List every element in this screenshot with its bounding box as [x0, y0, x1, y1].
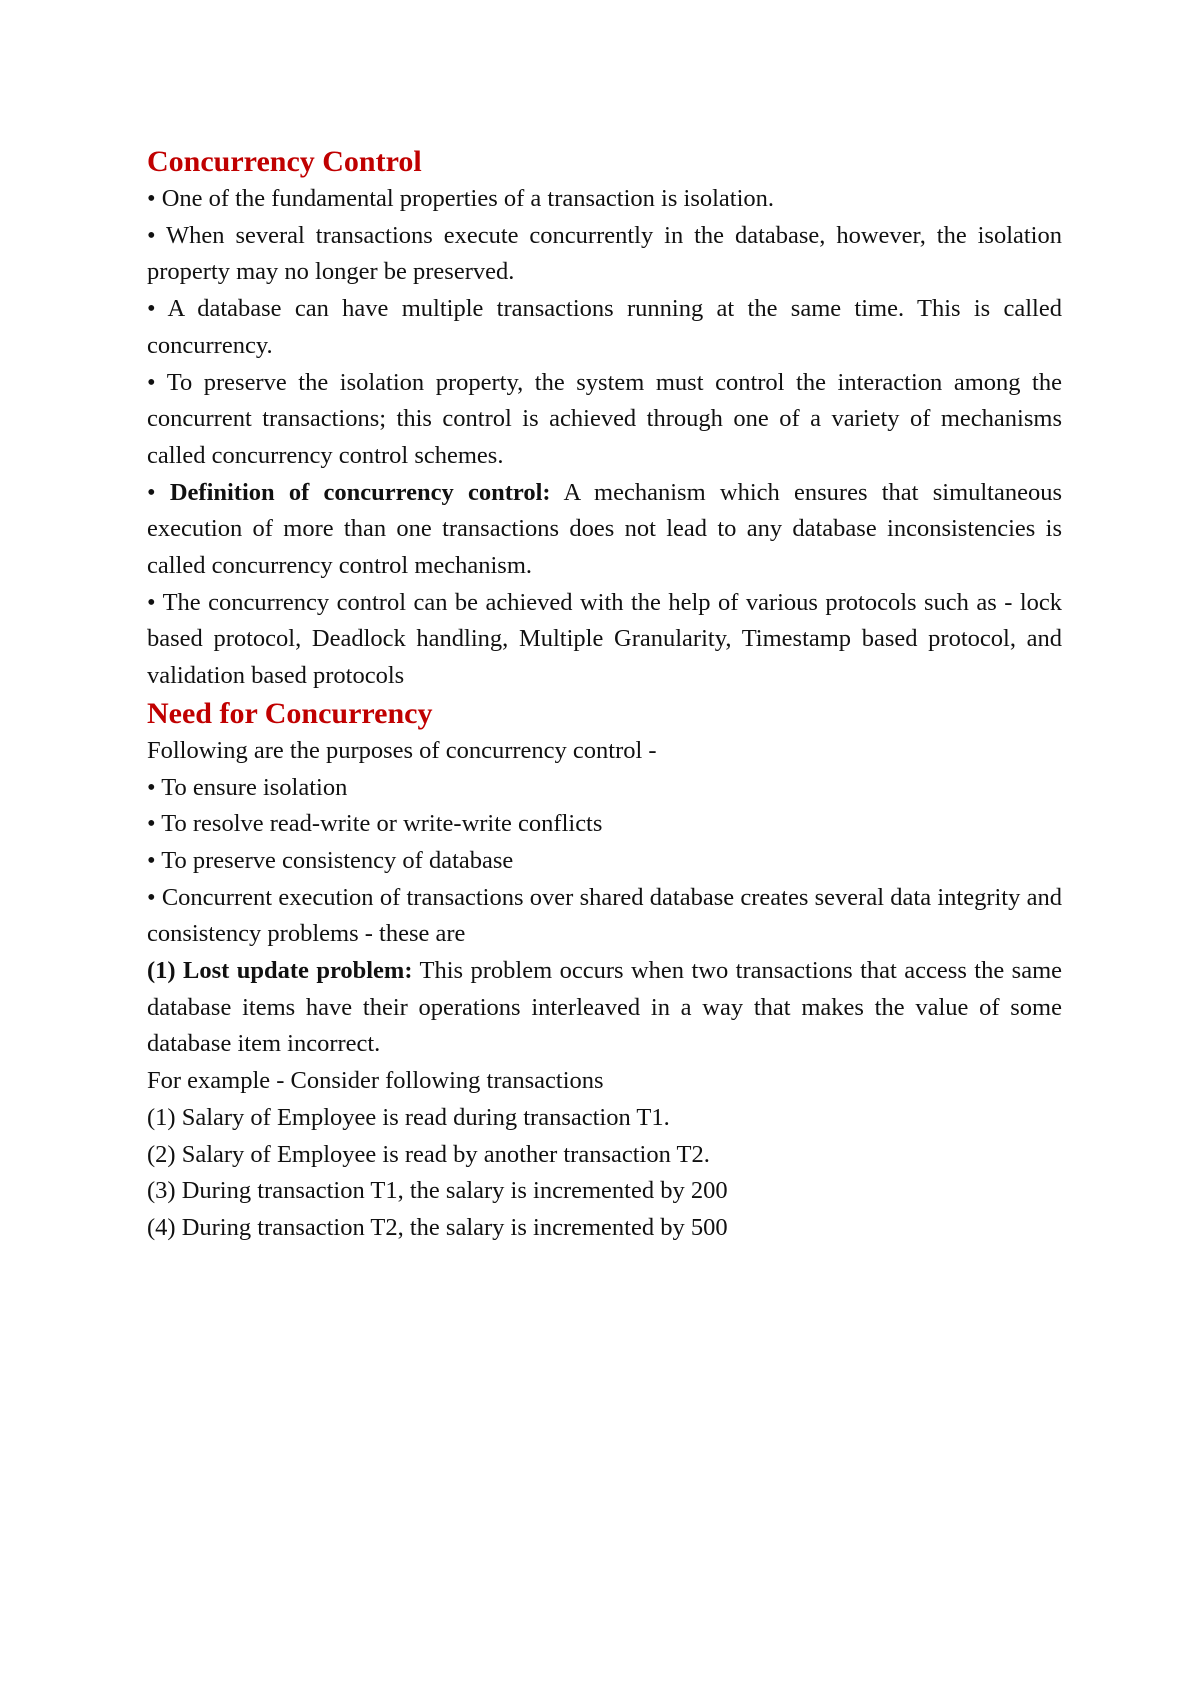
definition-text: A mechanism which ensures that simultaneous execution of more than one transactions does not lead to any database inconsistencies is called concurrency control mechanism. — [147, 478, 1063, 580]
section-title-concurrency-control: Concurrency Control — [147, 145, 422, 178]
lost-update-text: This problem occurs when two transactions that access the same database items have their operations interleaved in a way that makes the value of some database item incorrect. — [147, 957, 1062, 1058]
section-title-need-for-concurrency: Need for Concurrency — [147, 696, 433, 730]
purposes-intro: Following are the purposes of concurrency control - — [147, 736, 657, 764]
purpose-preserve-consistency: • To preserve consistency of database — [147, 846, 514, 874]
bullet-preserve-isolation: • To preserve the isolation property, the system must control the interaction among the concurrent transactions; this control is achieved through one of a variety of mechanisms called concurrency control schemes. — [147, 368, 1062, 469]
definition-term: Definition of concurrency control: — [169, 478, 551, 506]
bullet-isolation-property: • One of the fundamental properties of a transaction is isolation. — [147, 185, 775, 212]
bullet-protocols: • The concurrency control can be achieved with the help of various protocols such as - lock based protocol, Deadlock handling, Multiple Granularity, Timestamp based protocol, and validation based protocols — [147, 588, 1062, 690]
example-step-2: (2) Salary of Employee is read by another transaction T2. — [147, 1140, 710, 1168]
bullet-concurrent-execution: • When several transactions execute concurrently in the database, however, the isolation property may no longer be preserved. — [147, 221, 1062, 286]
document-page — [147, 143, 1062, 1247]
purpose-resolve-conflicts: • To resolve read-write or write-write conflicts — [147, 810, 603, 838]
example-step-4: (4) During transaction T2, the salary is incremented by 500 — [147, 1213, 728, 1241]
purpose-integrity-problems: • Concurrent execution of transactions over shared database creates several data integrity and consistency problems - these are — [147, 883, 1062, 948]
example-step-1: (1) Salary of Employee is read during transaction T1. — [147, 1103, 670, 1131]
example-intro: For example - Consider following transactions — [147, 1067, 604, 1095]
bullet-definition — [147, 475, 1062, 585]
bullet-multiple-transactions: • A database can have multiple transactions running at the same time. This is called concurrency. — [147, 295, 1062, 359]
example-step-3: (3) During transaction T1, the salary is incremented by 200 — [147, 1177, 728, 1205]
lost-update-problem — [147, 953, 1062, 1063]
bullet-definition-prefix: • — [147, 478, 170, 506]
purpose-ensure-isolation: • To ensure isolation — [147, 773, 348, 801]
lost-update-term: (1) Lost update problem: — [147, 957, 413, 985]
